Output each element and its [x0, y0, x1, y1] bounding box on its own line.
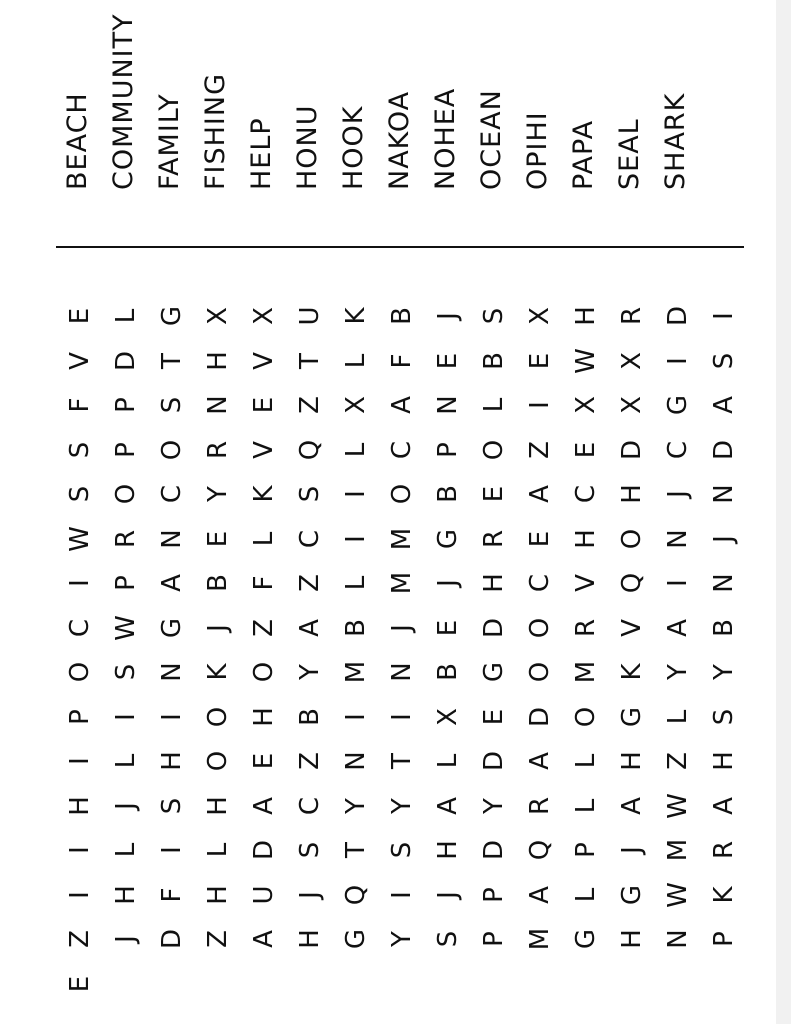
grid-letter[interactable]: I — [525, 401, 555, 409]
grid-letter[interactable]: Y — [387, 931, 417, 947]
grid-letter[interactable]: Z — [525, 440, 555, 459]
grid-letter[interactable]: K — [341, 307, 371, 325]
grid-letter[interactable]: H — [617, 751, 647, 771]
grid-letter[interactable]: U — [295, 306, 325, 326]
word-list — [0, 0, 776, 240]
grid-letter[interactable]: H — [433, 840, 463, 860]
grid-letter[interactable]: S — [709, 708, 739, 725]
grid-letter[interactable]: V — [65, 351, 95, 370]
grid-letter[interactable]: A — [525, 485, 555, 503]
grid-letter[interactable]: I — [387, 890, 417, 899]
word-list-item: HOOK — [338, 105, 369, 190]
grid-letter[interactable]: O — [203, 706, 233, 727]
grid-letter[interactable]: X — [249, 307, 279, 325]
grid-letter[interactable]: Y — [709, 664, 739, 680]
grid-letter[interactable]: Y — [387, 797, 417, 814]
word-list-item: PAPA — [568, 119, 599, 190]
grid-letter[interactable]: L — [249, 531, 279, 546]
grid-letter[interactable]: P — [571, 842, 601, 858]
grid-letter[interactable]: V — [249, 440, 279, 459]
grid-letter[interactable]: E — [249, 396, 279, 414]
grid-letter[interactable]: C — [65, 618, 95, 637]
grid-letter[interactable]: B — [433, 485, 463, 503]
grid-letter[interactable]: H — [295, 929, 325, 949]
grid-letter[interactable]: O — [65, 661, 95, 683]
word-list-item: COMMUNITY — [108, 13, 139, 190]
grid-letter[interactable]: O — [479, 439, 509, 460]
grid-letter[interactable]: H — [249, 706, 279, 727]
grid-letter[interactable]: P — [111, 397, 141, 413]
grid-letter[interactable]: G — [433, 528, 463, 549]
grid-letter[interactable]: F — [65, 397, 95, 413]
grid-letter[interactable]: E — [571, 441, 601, 458]
grid-letter[interactable]: K — [709, 885, 739, 904]
grid-letter[interactable]: I — [65, 757, 95, 765]
grid-letter[interactable]: W — [111, 614, 141, 641]
grid-letter[interactable]: X — [341, 396, 371, 414]
grid-letter[interactable]: W — [571, 347, 601, 374]
grid-letter[interactable]: Y — [479, 797, 509, 814]
grid-letter[interactable]: N — [663, 929, 693, 949]
grid-letter[interactable]: H — [617, 929, 647, 949]
grid-letter[interactable]: K — [203, 663, 233, 681]
grid-letter[interactable]: F — [249, 575, 279, 591]
grid-letter[interactable]: A — [157, 574, 187, 592]
grid-letter[interactable]: P — [111, 575, 141, 591]
grid-letter[interactable]: G — [571, 928, 601, 950]
grid-letter[interactable]: D — [157, 928, 187, 950]
grid-letter[interactable]: M — [525, 927, 555, 951]
grid-letter[interactable]: E — [479, 708, 509, 725]
grid-letter[interactable]: J — [433, 890, 463, 899]
grid-letter[interactable]: I — [709, 312, 739, 320]
grid-letter[interactable]: C — [295, 796, 325, 815]
grid-letter[interactable]: J — [387, 623, 417, 632]
grid-letter[interactable]: J — [111, 935, 141, 943]
grid-letter[interactable]: E — [65, 975, 95, 992]
word-list-item: NOHEA — [430, 87, 461, 190]
grid-letter[interactable]: N — [341, 751, 371, 771]
grid-letter[interactable]: M — [341, 660, 371, 684]
grid-letter[interactable]: J — [433, 579, 463, 587]
grid-letter[interactable]: I — [341, 490, 371, 498]
grid-letter[interactable]: I — [341, 712, 371, 721]
grid-letter[interactable]: N — [203, 395, 233, 415]
grid-letter[interactable]: L — [111, 753, 141, 769]
grid-letter[interactable]: G — [157, 617, 187, 638]
grid-letter[interactable]: A — [295, 618, 325, 637]
grid-letter[interactable]: Z — [295, 752, 325, 770]
grid-letter[interactable]: A — [433, 796, 463, 815]
grid-letter[interactable]: I — [65, 846, 95, 854]
grid-letter[interactable]: B — [341, 618, 371, 637]
grid-letter[interactable]: H — [617, 484, 647, 504]
grid-letter[interactable]: O — [571, 706, 601, 727]
grid-letter[interactable]: H — [203, 884, 233, 905]
grid-letter[interactable]: L — [111, 308, 141, 324]
grid-letter[interactable]: H — [203, 795, 233, 816]
grid-letter[interactable]: E — [65, 307, 95, 325]
grid-letter[interactable]: R — [617, 306, 647, 326]
grid-letter[interactable]: E — [203, 530, 233, 547]
grid-letter[interactable]: X — [617, 396, 647, 414]
grid-letter[interactable]: C — [295, 529, 325, 548]
grid-letter[interactable]: O — [525, 661, 555, 683]
grid-letter[interactable]: D — [525, 706, 555, 727]
word-list-item: NAKOA — [384, 90, 415, 190]
grid-letter[interactable]: X — [203, 307, 233, 325]
grid-letter[interactable]: G — [617, 884, 647, 905]
grid-letter[interactable]: G — [157, 305, 187, 327]
grid-letter[interactable]: G — [341, 928, 371, 950]
grid-letter[interactable]: L — [571, 753, 601, 769]
grid-letter[interactable]: A — [709, 396, 739, 414]
grid-letter[interactable]: R — [709, 840, 739, 860]
grid-letter[interactable]: W — [663, 881, 693, 908]
grid-letter[interactable]: B — [709, 618, 739, 637]
grid-letter[interactable]: H — [709, 751, 739, 771]
grid-letter[interactable]: J — [203, 623, 233, 632]
grid-letter[interactable]: A — [525, 752, 555, 770]
grid-letter[interactable]: Q — [341, 884, 371, 905]
grid-letter[interactable]: J — [709, 534, 739, 543]
grid-letter[interactable]: B — [387, 307, 417, 325]
grid-letter[interactable]: D — [479, 750, 509, 772]
grid-letter[interactable]: N — [387, 662, 417, 682]
grid-letter[interactable]: T — [157, 352, 187, 369]
grid-letter[interactable]: K — [617, 663, 647, 681]
grid-letter[interactable]: B — [295, 707, 325, 726]
grid-letter[interactable]: X — [571, 396, 601, 414]
grid-letter[interactable]: H — [65, 795, 95, 816]
grid-letter[interactable]: D — [617, 439, 647, 460]
grid-letter[interactable]: M — [663, 838, 693, 862]
grid-letter[interactable]: E — [433, 352, 463, 369]
grid-letter[interactable]: Z — [663, 752, 693, 770]
grid-letter[interactable]: M — [387, 571, 417, 595]
page-edge — [776, 0, 791, 1024]
grid-letter[interactable]: L — [571, 887, 601, 902]
grid-letter[interactable]: S — [295, 841, 325, 859]
grid-letter[interactable]: G — [479, 661, 509, 683]
grid-letter[interactable]: Q — [295, 439, 325, 460]
grid-letter[interactable]: I — [157, 846, 187, 854]
grid-letter[interactable]: S — [65, 441, 95, 458]
grid-letter[interactable]: H — [111, 884, 141, 905]
grid-letter[interactable]: O — [525, 617, 555, 638]
grid-letter[interactable]: S — [387, 841, 417, 859]
grid-letter[interactable]: D — [663, 305, 693, 327]
grid-letter[interactable]: Y — [295, 664, 325, 680]
word-list-item: SHARK — [660, 92, 691, 190]
grid-letter[interactable]: O — [203, 750, 233, 772]
grid-letter[interactable]: N — [157, 528, 187, 549]
grid-letter[interactable]: A — [525, 885, 555, 904]
grid-letter[interactable]: K — [249, 485, 279, 503]
grid-letter[interactable]: P — [479, 931, 509, 947]
grid-letter[interactable]: I — [157, 712, 187, 721]
grid-letter[interactable]: H — [203, 350, 233, 371]
grid-letter[interactable]: H — [479, 573, 509, 593]
grid-letter[interactable]: Z — [249, 618, 279, 637]
grid-letter[interactable]: B — [479, 351, 509, 370]
grid-letter[interactable]: T — [295, 352, 325, 369]
grid-letter[interactable]: S — [65, 485, 95, 503]
grid-letter[interactable]: A — [249, 796, 279, 815]
grid-letter[interactable]: H — [571, 306, 601, 326]
grid-letter[interactable]: X — [525, 307, 555, 325]
grid-letter[interactable]: W — [663, 792, 693, 819]
grid-letter[interactable]: Y — [203, 486, 233, 502]
grid-letter[interactable]: Q — [525, 839, 555, 861]
grid-letter[interactable]: I — [111, 712, 141, 721]
grid-letter[interactable]: X — [617, 351, 647, 370]
grid-letter[interactable]: M — [571, 660, 601, 684]
grid-letter[interactable]: N — [157, 662, 187, 682]
grid-letter[interactable]: D — [249, 839, 279, 861]
grid-letter[interactable]: R — [111, 529, 141, 548]
grid-letter[interactable]: E — [433, 619, 463, 636]
grid-letter[interactable]: U — [249, 884, 279, 905]
grid-letter[interactable]: O — [387, 483, 417, 505]
grid-letter[interactable]: D — [479, 617, 509, 638]
grid-letter[interactable]: Y — [663, 664, 693, 680]
grid-letter[interactable]: S — [709, 352, 739, 369]
grid-letter[interactable]: Y — [341, 797, 371, 814]
grid-letter[interactable]: Z — [203, 930, 233, 948]
grid-letter[interactable]: L — [203, 842, 233, 858]
grid-letter[interactable]: O — [111, 483, 141, 505]
grid-letter[interactable]: A — [663, 618, 693, 637]
grid-letter[interactable]: N — [709, 484, 739, 504]
grid-letter[interactable]: D — [479, 839, 509, 861]
grid-letter[interactable]: L — [571, 798, 601, 813]
grid-letter[interactable]: I — [341, 534, 371, 543]
grid-letter[interactable]: C — [571, 484, 601, 504]
grid-letter[interactable]: P — [709, 931, 739, 947]
grid-letter[interactable]: O — [249, 661, 279, 683]
grid-letter[interactable]: A — [249, 930, 279, 948]
grid-letter[interactable]: S — [479, 307, 509, 325]
grid-letter[interactable]: I — [663, 579, 693, 587]
grid-letter[interactable]: P — [433, 441, 463, 458]
word-list-item: HONU — [292, 104, 323, 190]
grid-letter[interactable]: L — [479, 397, 509, 413]
grid-letter[interactable]: G — [663, 394, 693, 416]
grid-letter[interactable]: J — [433, 312, 463, 320]
word-list-item: HELP — [246, 117, 277, 190]
grid-letter[interactable]: S — [295, 485, 325, 503]
grid-letter[interactable]: T — [387, 753, 417, 769]
grid-letter[interactable]: J — [663, 490, 693, 498]
grid-letter[interactable]: Q — [617, 572, 647, 594]
grid-letter[interactable]: R — [571, 618, 601, 637]
grid-letter[interactable]: G — [617, 706, 647, 727]
grid-letter[interactable]: R — [479, 529, 509, 548]
word-list-item: SEAL — [614, 118, 645, 190]
grid-letter[interactable]: I — [65, 579, 95, 587]
grid-letter[interactable]: A — [387, 396, 417, 414]
word-list-item: FISHING — [200, 72, 231, 190]
grid-letter[interactable]: V — [571, 574, 601, 592]
grid-letter[interactable]: E — [249, 752, 279, 770]
grid-letter[interactable]: N — [663, 528, 693, 549]
grid-letter[interactable]: H — [157, 751, 187, 771]
grid-letter[interactable]: R — [525, 796, 555, 815]
grid-letter[interactable]: P — [479, 886, 509, 903]
grid-letter[interactable]: R — [203, 440, 233, 459]
grid-letter[interactable]: I — [387, 712, 417, 721]
grid-letter[interactable]: N — [709, 573, 739, 593]
grid-letter[interactable]: O — [157, 439, 187, 460]
grid-letter[interactable]: F — [157, 887, 187, 902]
grid-letter[interactable]: C — [525, 573, 555, 593]
grid-letter[interactable]: Z — [295, 574, 325, 592]
grid-letter[interactable]: I — [65, 890, 95, 899]
grid-letter[interactable]: B — [203, 574, 233, 592]
grid-letter[interactable]: S — [157, 396, 187, 414]
grid-letter[interactable]: P — [111, 441, 141, 458]
grid-letter[interactable]: J — [617, 846, 647, 854]
grid-letter[interactable]: Z — [295, 396, 325, 414]
word-list-item: FAMILY — [154, 93, 185, 190]
grid-letter[interactable]: L — [433, 753, 463, 769]
grid-letter[interactable]: C — [157, 484, 187, 504]
grid-letter[interactable]: E — [525, 352, 555, 369]
grid-letter[interactable]: D — [709, 439, 739, 460]
divider-line — [56, 246, 744, 248]
grid-letter[interactable]: N — [433, 395, 463, 415]
grid-letter[interactable]: X — [433, 707, 463, 726]
grid-letter[interactable]: M — [387, 527, 417, 550]
grid-letter[interactable]: J — [295, 890, 325, 899]
grid-letter[interactable]: T — [341, 842, 371, 858]
grid-letter[interactable]: L — [663, 709, 693, 724]
grid-letter[interactable]: B — [433, 663, 463, 681]
grid-letter[interactable]: C — [387, 440, 417, 459]
grid-letter[interactable]: E — [479, 485, 509, 503]
grid-letter[interactable]: L — [341, 353, 371, 368]
grid-letter[interactable]: A — [709, 796, 739, 815]
grid-letter[interactable]: F — [387, 353, 417, 368]
grid-letter[interactable]: H — [571, 528, 601, 549]
grid-letter[interactable]: J — [111, 801, 141, 810]
grid-letter[interactable]: I — [663, 356, 693, 365]
word-list-item: BEACH — [62, 92, 93, 190]
word-list-item: OCEAN — [476, 89, 507, 190]
grid-letter[interactable]: L — [111, 842, 141, 858]
grid-letter[interactable]: S — [433, 930, 463, 948]
grid-letter[interactable]: P — [65, 708, 95, 725]
grid-letter[interactable]: S — [157, 797, 187, 814]
grid-letter[interactable]: A — [617, 796, 647, 815]
word-list-item: OPIHI — [522, 111, 553, 190]
grid-letter[interactable]: S — [111, 663, 141, 681]
grid-letter[interactable]: L — [341, 575, 371, 591]
grid-letter[interactable]: V — [617, 618, 647, 637]
grid-letter[interactable]: D — [111, 350, 141, 371]
grid-letter[interactable]: E — [525, 530, 555, 547]
grid-letter[interactable]: V — [249, 351, 279, 370]
grid-letter[interactable]: O — [617, 528, 647, 549]
grid-letter[interactable]: Z — [65, 930, 95, 948]
grid-letter[interactable]: C — [663, 440, 693, 459]
grid-letter[interactable]: W — [65, 525, 95, 552]
grid-letter[interactable]: L — [341, 442, 371, 457]
